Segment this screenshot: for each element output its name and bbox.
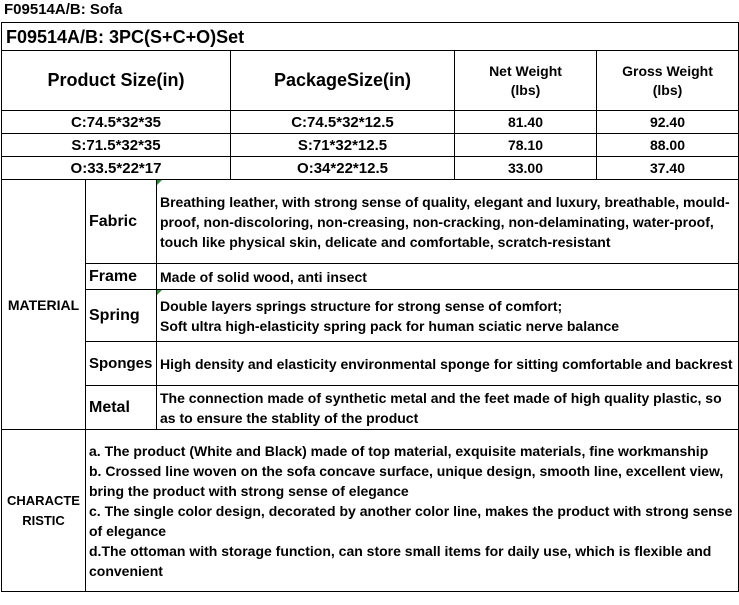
net-weight-cell: 33.00 — [455, 157, 597, 180]
package-size-header: PackageSize(in) — [231, 51, 455, 111]
sponges-label: Sponges — [86, 342, 157, 386]
spring-label: Spring — [86, 290, 157, 342]
sponges-text: High density and elasticity environmental sponge for sitting comfortable and backrest — [160, 355, 733, 372]
fabric-description — [157, 180, 739, 264]
characteristic-label-line: CHARACTE — [7, 492, 80, 508]
metal-label: Metal — [86, 386, 157, 430]
net-weight-cell: 81.40 — [455, 111, 597, 134]
net-weight-label: Net Weight — [489, 62, 562, 79]
material-row-fabric — [2, 180, 739, 264]
gross-weight-cell: 92.40 — [597, 111, 739, 134]
characteristic-description — [86, 430, 739, 592]
material-label: MATERIAL — [2, 180, 86, 430]
frame-label: Frame — [86, 264, 157, 290]
fabric-label: Fabric — [86, 180, 157, 264]
material-row-frame — [2, 264, 739, 290]
gross-weight-cell: 37.40 — [597, 157, 739, 180]
size-row-sofa — [2, 134, 739, 157]
product-size-cell: S:71.5*32*35 — [2, 134, 231, 157]
material-row-spring — [2, 290, 739, 342]
size-row-chair — [2, 111, 739, 134]
characteristic-row — [2, 430, 739, 592]
package-size-cell: S:71*32*12.5 — [231, 134, 455, 157]
net-weight-unit: (lbs) — [510, 81, 541, 98]
sponges-description — [157, 342, 739, 386]
gross-weight-cell: 88.00 — [597, 134, 739, 157]
net-weight-header — [455, 51, 597, 111]
metal-text: The connection made of synthetic metal and the feet made of high quality plastic, so as to ensure the stablity of the product — [160, 389, 722, 426]
gross-weight-unit: (lbs) — [652, 81, 683, 98]
frame-description — [157, 264, 739, 290]
gross-weight-header — [597, 51, 739, 111]
characteristic-item: b. Crossed line woven on the sofa concave surface, unique design, smooth line, excellent view, bring the product with strong sense of elegance — [89, 462, 724, 499]
package-size-cell: O:34*22*12.5 — [231, 157, 455, 180]
fabric-text: Breathing leather, with strong sense of quality, elegant and luxury, breathable, mould-proof, non-discoloring, non-creasing, non-cracking, non-delaminating, water-proof, touch like physical skin, delicate and comfortable, scratch-resistant — [160, 193, 730, 250]
material-row-metal — [2, 386, 739, 430]
comment-marker — [157, 290, 162, 295]
characteristic-label-line: RISTIC — [22, 512, 65, 528]
size-row-ottoman — [2, 157, 739, 180]
set-title: F09514A/B: 3PC(S+C+O)Set — [2, 23, 739, 51]
spec-table — [1, 22, 739, 592]
set-title-row — [2, 23, 739, 51]
characteristic-item: d.The ottoman with storage function, can store small items for daily use, which is flexible and convenient — [89, 542, 712, 579]
spring-text-line: Soft ultra high-elasticity spring pack for human sciatic nerve balance — [160, 317, 620, 334]
net-weight-cell: 78.10 — [455, 134, 597, 157]
frame-text: Made of solid wood, anti insect — [160, 268, 367, 285]
product-size-cell: C:74.5*32*35 — [2, 111, 231, 134]
header-row — [2, 51, 739, 111]
package-size-cell: C:74.5*32*12.5 — [231, 111, 455, 134]
page-title: F09514A/B: Sofa — [4, 1, 123, 18]
gross-weight-label: Gross Weight — [622, 62, 713, 79]
characteristic-label — [2, 430, 86, 592]
product-size-cell: O:33.5*22*17 — [2, 157, 231, 180]
material-row-sponges — [2, 342, 739, 386]
comment-marker — [157, 180, 162, 185]
characteristic-item: c. The single color design, decorated by another color line, makes the product with strong sense of elegance — [89, 502, 733, 539]
characteristic-item: a. The product (White and Black) made of top material, exquisite materials, fine workmanship — [89, 442, 709, 459]
product-size-header: Product Size(in) — [2, 51, 231, 111]
metal-description — [157, 386, 739, 430]
spring-text-line: Double layers springs structure for strong sense of comfort; — [160, 297, 563, 314]
spring-description — [157, 290, 739, 342]
